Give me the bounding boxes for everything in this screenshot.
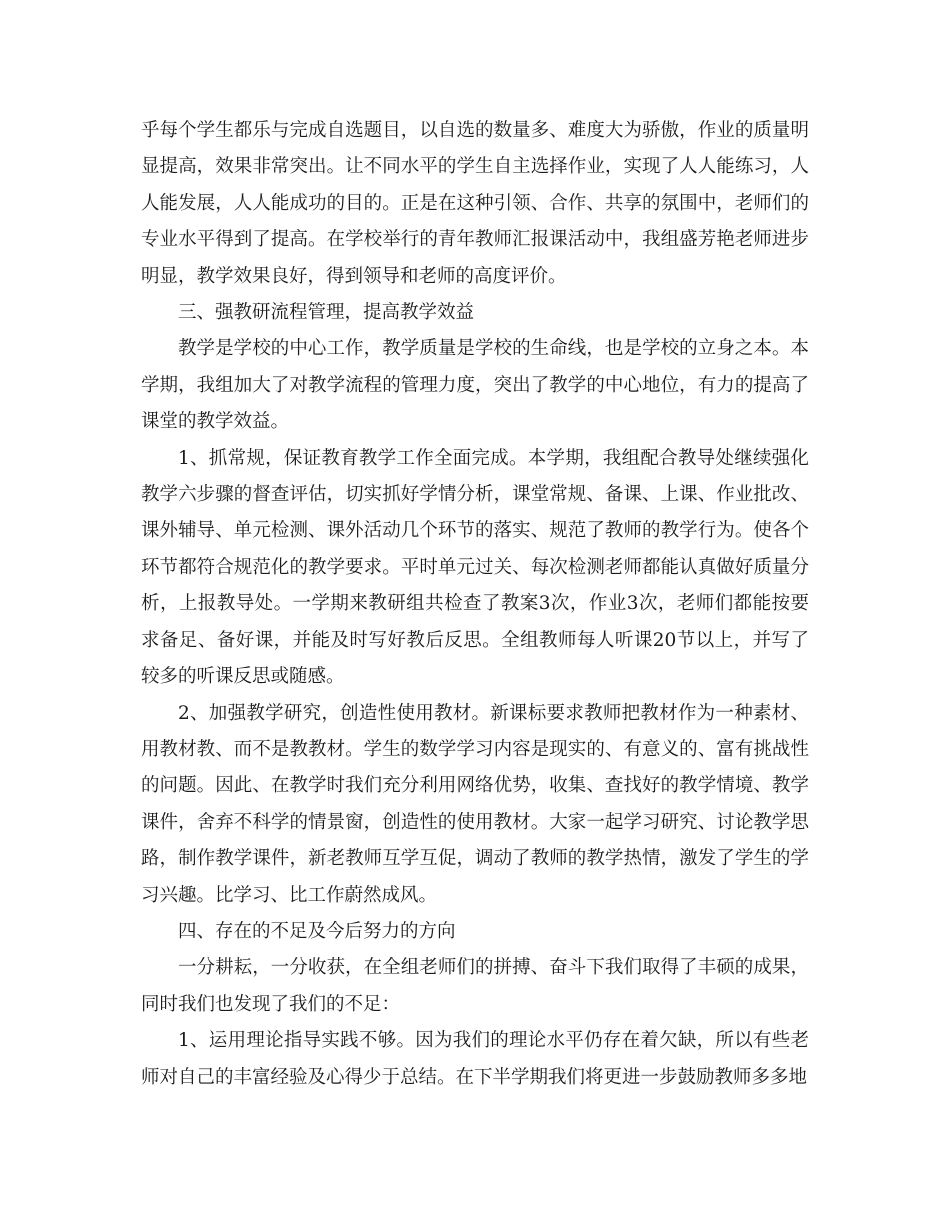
section-heading-3: 三、强教研流程管理，提高教学效益 (178, 302, 475, 324)
paragraph-teaching-center: 教学是学校的中心工作，教学质量是学校的生命线，也是学校的立身之本。本学期，我组加大了对教学流程的管理力度，突出了教学的中心地位，有力的提高了课堂的教学效益。 (141, 338, 809, 433)
paragraph-teaching-research: 2、加强教学研究，创造性使用教材。新课标要求教师把教材作为一种素材、用教材教、而不是教教材。学生的数学学习内容是现实的、有意义的、富有挑战性的问题。因此、在教学时我们充分利用网络优势，收集、查找好的教学情境、教学课件，舍弃不科学的情景窗，创造性的使用教材。大家一起学习研究、讨论教学思路，制作教学课件，新老教师互学互促，调动了教师的教学热情，激发了学生的学习兴趣。比学习、比工作蔚然成风。 (141, 702, 809, 906)
paragraph-homework-results: 乎每个学生都乐与完成自选题目，以自选的数量多、难度大为骄傲，作业的质量明显提高，效果非常突出。让不同水平的学生自主选择作业，实现了人人能练习，人人能发展，人人能成功的目的。正是在这种引领、合作、共享的氛围中，老师们的专业水平得到了提高。在学校举行的青年教师汇报课活动中，我组盛芳艳老师进步明显，教学效果良好，得到领导和老师的高度评价。 (141, 120, 809, 287)
paragraph-routine-management: 1、抓常规，保证教育教学工作全面完成。本学期，我组配合教导处继续强化教学六步骤的督查评估，切实抓好学情分析，课堂常规、备课、上课、作业批改、课外辅导、单元检测、课外活动几个环节的落实、规范了教师的教学行为。使各个环节都符合规范化的教学要求。平时单元过关、每次检测老师都能认真做好质量分析，上报教导处。一学期来教研组共检查了教案3次，作业3次，老师们都能按要求备足、备好课，并能及时写好教后反思。全组教师每人听课20节以上，并写了较多的听课反思或随感。 (141, 447, 809, 688)
paragraph-harvest: 一分耕耘，一分收获，在全组老师们的拼搏、奋斗下我们取得了丰硕的成果，同时我们也发现了我们的不足： (141, 957, 809, 1015)
paragraph-theory-practice: 1、运用理论指导实践不够。因为我们的理论水平仍存在着欠缺，所以有些老师对自己的丰富经验及心得少于总结。在下半学期我们将更进一步鼓励教师多多地 (141, 1030, 809, 1088)
document-body (141, 113, 809, 1096)
section-heading-4: 四、存在的不足及今后努力的方向 (178, 920, 456, 942)
